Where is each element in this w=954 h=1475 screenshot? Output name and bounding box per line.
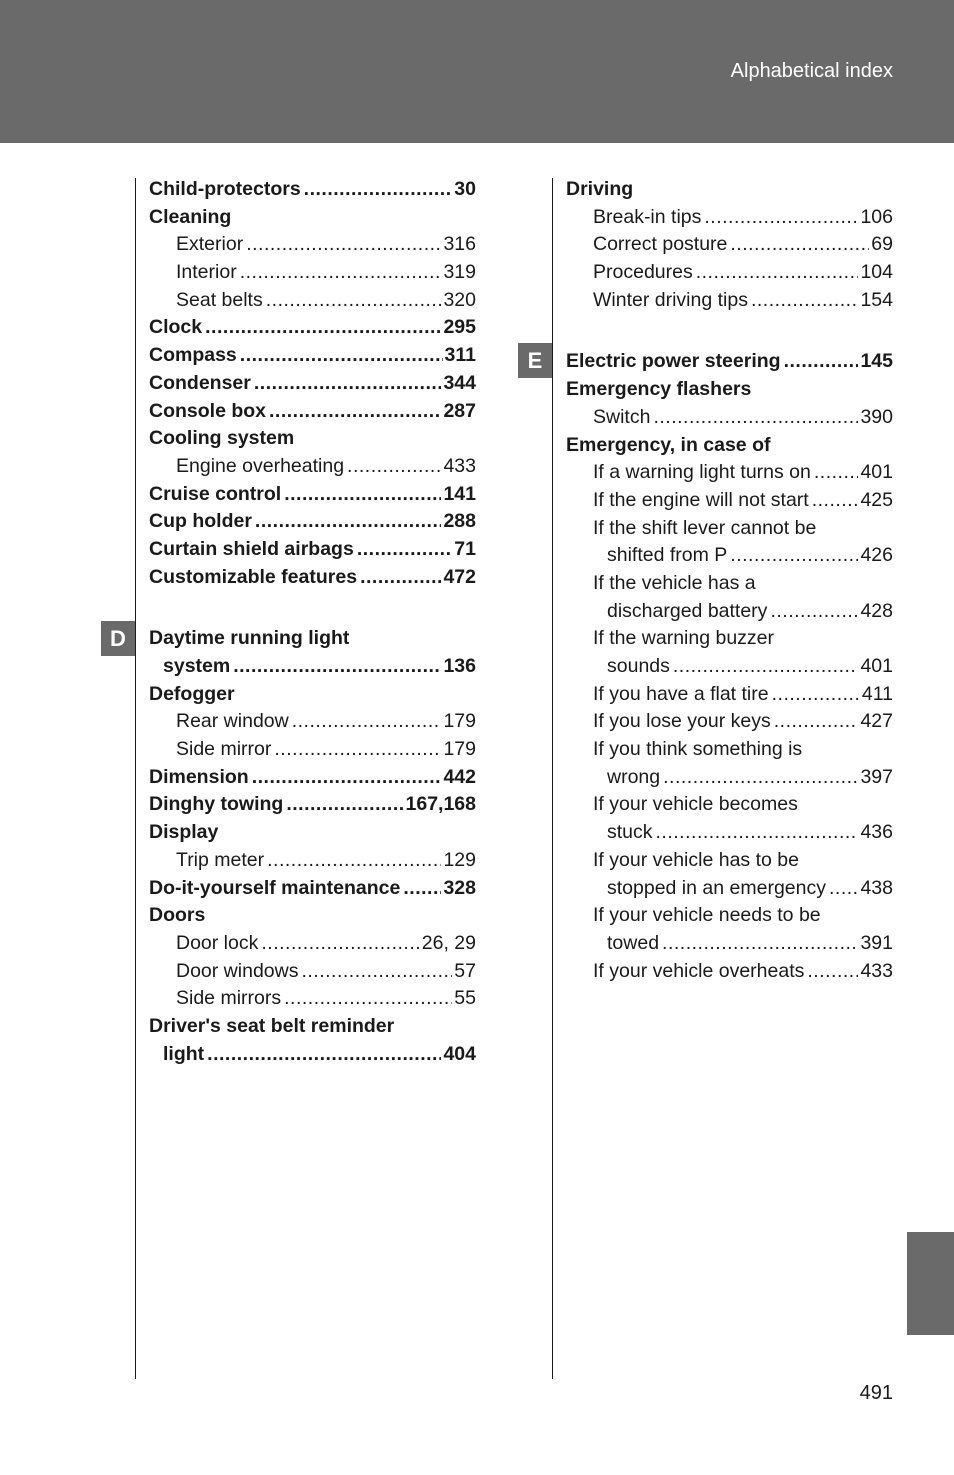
page-header	[0, 0, 954, 143]
dot-leader	[233, 653, 441, 681]
index-entry-page: 391	[860, 931, 893, 954]
index-entry-label: Winter driving tips	[593, 288, 748, 311]
index-entry	[566, 432, 893, 460]
index-entry	[149, 958, 476, 986]
index-entry-page: 427	[860, 710, 893, 733]
dot-leader	[730, 542, 858, 570]
index-entry-label: Cooling system	[149, 427, 295, 450]
index-entry	[149, 819, 476, 847]
index-entry-label: If you lose your keys	[593, 710, 771, 733]
index-entry-label: Interior	[176, 261, 237, 284]
index-entry-label: Break-in tips	[593, 205, 702, 228]
index-entry-page: 145	[860, 350, 893, 373]
index-entry	[149, 398, 476, 426]
index-entry-label: Dimension	[149, 765, 249, 788]
dot-leader	[751, 287, 858, 315]
index-entry-label: If your vehicle overheats	[593, 959, 805, 982]
index-entry	[566, 176, 893, 204]
index-entry-label: Compass	[149, 344, 237, 367]
index-entry-label: Do-it-yourself maintenance	[149, 876, 401, 899]
index-entry	[149, 1013, 476, 1041]
index-entry-label: Procedures	[593, 261, 693, 284]
index-column-right	[566, 176, 893, 985]
dot-leader	[772, 681, 860, 709]
index-entry-page: 30	[454, 178, 476, 200]
index-entry-label: system	[163, 655, 231, 677]
index-entry	[566, 348, 893, 376]
index-entry	[149, 425, 476, 453]
dot-leader	[292, 708, 442, 736]
index-entry-page: 320	[443, 288, 476, 311]
dot-leader	[274, 736, 441, 764]
index-entry-page: 319	[443, 261, 476, 284]
index-entry	[566, 958, 893, 986]
left-column-rule	[135, 178, 136, 1379]
index-entry	[566, 625, 893, 653]
section-title: Alphabetical index	[730, 60, 893, 82]
index-entry	[149, 481, 476, 509]
dot-leader	[207, 1041, 441, 1069]
index-entry	[149, 259, 476, 287]
dot-leader	[360, 564, 441, 592]
dot-leader	[357, 536, 452, 564]
index-entry-page: 328	[443, 876, 476, 899]
index-entry-label: Clock	[149, 316, 203, 339]
index-entry-page: 442	[443, 765, 476, 788]
dot-leader	[266, 287, 442, 315]
index-entry	[149, 985, 476, 1013]
dot-leader	[814, 459, 859, 487]
dot-leader	[252, 764, 442, 792]
index-entry-page: 295	[443, 316, 476, 339]
dot-leader	[347, 453, 441, 481]
index-entry-page: 26, 29	[421, 931, 476, 954]
index-entry	[149, 536, 476, 564]
index-entry	[149, 902, 476, 930]
index-entry	[566, 819, 893, 847]
index-entry-page: 154	[860, 288, 893, 311]
index-entry-page: 316	[443, 233, 476, 256]
index-entry-label: Exterior	[176, 233, 244, 256]
index-entry	[566, 930, 893, 958]
index-entry	[149, 930, 476, 958]
index-entry	[566, 259, 893, 287]
index-entry-page: 397	[860, 765, 893, 788]
index-entry-page: 71	[454, 537, 476, 560]
index-entry	[149, 453, 476, 481]
dot-leader	[240, 259, 442, 287]
index-entry-label: Door windows	[176, 959, 299, 982]
index-entry-label: Trip meter	[176, 848, 265, 871]
index-entry	[566, 459, 893, 487]
index-entry	[566, 791, 893, 819]
index-entry-page: 55	[454, 987, 476, 1010]
index-entry-label: If the shift lever cannot be	[593, 516, 817, 539]
dot-leader	[403, 875, 441, 903]
index-entry	[149, 625, 476, 653]
index-entry-page: 390	[860, 405, 893, 428]
index-entry-page: 179	[443, 710, 476, 733]
section-tab-e: E	[518, 343, 552, 378]
index-entry-page: 106	[860, 205, 893, 228]
index-entry-label: wrong	[607, 765, 661, 788]
index-entry-label: If your vehicle has to be	[593, 848, 799, 871]
index-entry	[566, 515, 893, 543]
index-entry	[566, 764, 893, 792]
index-entry	[566, 681, 893, 709]
index-column-left	[149, 176, 476, 1068]
dot-leader	[673, 653, 859, 681]
index-entry	[149, 681, 476, 709]
dot-leader	[205, 314, 441, 342]
dot-leader	[240, 342, 443, 370]
dot-leader	[653, 404, 858, 432]
index-entry	[149, 736, 476, 764]
index-entry	[149, 875, 476, 903]
index-entry-label: Side mirrors	[176, 987, 282, 1010]
index-entry-label: sounds	[607, 655, 670, 677]
index-entry	[149, 764, 476, 792]
dot-leader	[784, 348, 859, 376]
index-entry-label: Rear window	[176, 710, 289, 733]
index-entry-label: Console box	[149, 399, 267, 422]
index-entry-label: stopped in an emergency	[607, 876, 826, 899]
index-entry-label: If you have a flat tire	[593, 682, 769, 705]
index-entry	[149, 176, 476, 204]
dot-leader	[255, 508, 442, 536]
index-entry-page: 311	[444, 344, 476, 367]
index-entry	[566, 404, 893, 432]
index-entry-page: 129	[443, 848, 476, 871]
index-entry	[566, 598, 893, 626]
index-entry-label: discharged battery	[607, 599, 768, 622]
dot-leader	[807, 958, 858, 986]
index-entry-page: 436	[860, 821, 893, 844]
chapter-thumb-tab	[907, 1232, 954, 1335]
index-entry	[149, 847, 476, 875]
index-entry-label: Door lock	[176, 931, 259, 954]
index-entry	[566, 570, 893, 598]
index-entry-label: Daytime running light	[149, 627, 350, 650]
index-entry-page: 425	[860, 488, 893, 511]
index-entry	[566, 487, 893, 515]
index-entry-label: If the engine will not start	[593, 488, 809, 511]
index-entry	[566, 653, 893, 681]
dot-leader	[829, 875, 858, 903]
dot-leader	[261, 930, 419, 958]
index-entry	[149, 342, 476, 370]
index-entry	[566, 708, 893, 736]
dot-leader	[269, 398, 441, 426]
index-entry-label: If a warning light turns on	[593, 461, 811, 484]
index-entry-label: Curtain shield airbags	[149, 537, 354, 560]
index-entry-label: If the vehicle has a	[593, 571, 756, 594]
index-entry-page: 433	[860, 959, 893, 982]
index-entry-page: 472	[443, 565, 476, 588]
index-entry-label: Doors	[149, 904, 206, 927]
index-entry-label: Cleaning	[149, 205, 232, 228]
dot-leader	[656, 819, 859, 847]
index-entry-label: If your vehicle needs to be	[593, 904, 821, 927]
index-entry-label: Cup holder	[149, 510, 252, 533]
index-entry-label: Customizable features	[149, 565, 358, 588]
index-entry	[566, 736, 893, 764]
section-gap	[566, 314, 893, 348]
index-entry-label: Defogger	[149, 682, 235, 705]
dot-leader	[284, 985, 452, 1013]
dot-leader	[770, 598, 858, 626]
index-entry-label: Emergency flashers	[566, 378, 752, 401]
index-entry-label: towed	[607, 931, 660, 954]
index-entry-label: shifted from P	[607, 544, 728, 567]
index-entry-page: 287	[443, 399, 476, 422]
index-entry-label: Display	[149, 821, 219, 844]
index-entry-label: Seat belts	[176, 288, 263, 311]
section-tab-d: D	[101, 621, 135, 656]
dot-leader	[254, 370, 442, 398]
index-entry-label: Cruise control	[149, 482, 282, 505]
dot-leader	[812, 487, 859, 515]
index-entry	[566, 875, 893, 903]
index-entry-label: Driver's seat belt reminder	[149, 1014, 395, 1037]
index-entry	[566, 847, 893, 875]
index-entry-page: 401	[860, 655, 893, 677]
index-entry-page: 426	[860, 544, 893, 567]
index-entry	[566, 204, 893, 232]
index-entry-page: 57	[454, 959, 476, 982]
index-entry-page: 404	[443, 1042, 476, 1065]
index-entry-label: If you think something is	[593, 738, 803, 761]
index-entry	[149, 1041, 476, 1069]
index-entry	[566, 376, 893, 404]
dot-leader	[284, 481, 441, 509]
index-entry-label: light	[163, 1042, 205, 1065]
index-entry-label: Switch	[593, 405, 651, 428]
page-number: 491	[859, 1382, 893, 1404]
index-entry-label: Emergency, in case of	[566, 433, 771, 456]
index-entry-label: If your vehicle becomes	[593, 793, 798, 816]
index-entry	[149, 231, 476, 259]
index-entry-page: 141	[443, 482, 476, 505]
index-entry-page: 411	[861, 682, 893, 705]
index-entry-page: 179	[443, 738, 476, 761]
index-entry-page: 344	[443, 371, 476, 394]
index-entry-page: 288	[443, 510, 476, 533]
index-entry-label: stuck	[607, 821, 653, 844]
index-entry-page: 104	[860, 261, 893, 284]
index-entry-label: Electric power steering	[566, 350, 781, 373]
section-gap	[149, 591, 476, 625]
index-entry-label: Child-protectors	[149, 178, 301, 200]
index-entry	[566, 902, 893, 930]
dot-leader	[662, 930, 858, 958]
index-entry	[149, 508, 476, 536]
index-entry	[566, 231, 893, 259]
index-entry-page: 433	[443, 454, 476, 477]
index-entry-page: 401	[860, 461, 893, 484]
index-entry	[149, 314, 476, 342]
index-entry	[149, 370, 476, 398]
index-entry-label: Side mirror	[176, 738, 272, 761]
dot-leader	[663, 764, 858, 792]
dot-leader	[286, 791, 403, 819]
dot-leader	[696, 259, 859, 287]
dot-leader	[730, 231, 869, 259]
index-entry-label: Driving	[566, 178, 634, 200]
index-entry-label: Dinghy towing	[149, 793, 284, 816]
index-entry-label: Condenser	[149, 371, 251, 394]
index-entry	[566, 542, 893, 570]
index-entry	[149, 708, 476, 736]
index-entry-page: 167,168	[405, 793, 476, 816]
dot-leader	[704, 204, 858, 232]
dot-leader	[301, 958, 452, 986]
index-entry	[149, 564, 476, 592]
dot-leader	[774, 708, 859, 736]
index-entry-page: 428	[860, 599, 893, 622]
index-entry-label: Engine overheating	[176, 454, 345, 477]
index-entry	[566, 287, 893, 315]
index-entry	[149, 287, 476, 315]
index-entry	[149, 653, 476, 681]
index-entry	[149, 791, 476, 819]
dot-leader	[304, 176, 453, 204]
right-column-rule	[552, 178, 553, 1379]
index-entry-label: Correct posture	[593, 233, 728, 256]
index-entry-label: If the warning buzzer	[593, 627, 775, 650]
index-entry	[149, 204, 476, 232]
index-entry-page: 69	[871, 233, 893, 256]
index-entry-page: 136	[443, 655, 476, 677]
index-entry-page: 438	[860, 876, 893, 899]
dot-leader	[246, 231, 441, 259]
dot-leader	[267, 847, 441, 875]
